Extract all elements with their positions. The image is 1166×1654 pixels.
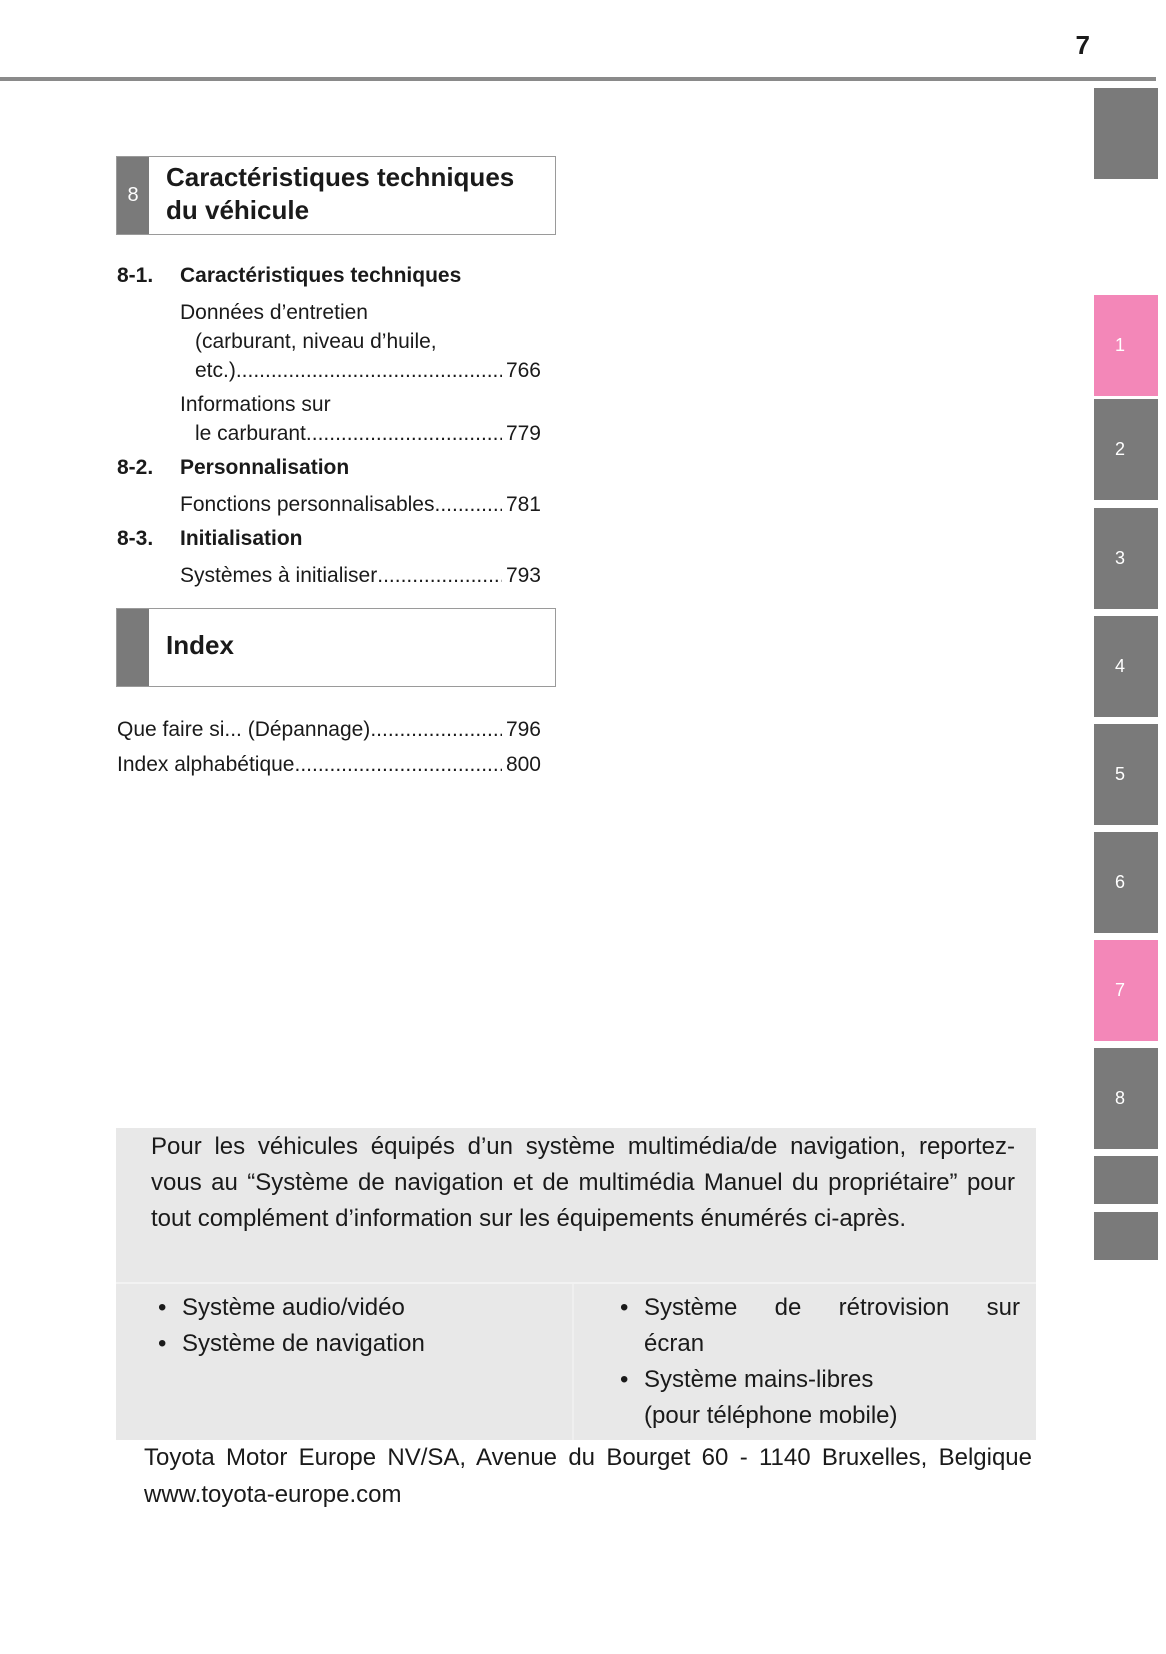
chapter-title <box>166 161 514 227</box>
bullet-icon: • <box>620 1366 629 1393</box>
bullet-text: Système de navigation <box>182 1330 425 1357</box>
index-title: Index <box>166 630 234 660</box>
section-number: 8-2. <box>117 456 154 479</box>
page-ref: 781 <box>505 493 541 516</box>
side-tab-extra-1[interactable] <box>1094 1156 1158 1204</box>
page-ref: 800 <box>505 753 541 776</box>
section-number: 8-3. <box>117 527 154 550</box>
index-header <box>116 608 556 687</box>
toc-entry-line[interactable]: Données d’entretien <box>180 301 368 324</box>
side-tab-3[interactable] <box>1094 508 1158 609</box>
bullet-item <box>620 1362 1020 1434</box>
bullet-text-line: Système de rétrovision sur <box>644 1294 1020 1321</box>
side-tab-8[interactable] <box>1094 1048 1158 1149</box>
side-tab-2[interactable] <box>1094 399 1158 500</box>
chapter-8-header <box>116 156 556 235</box>
bullet-text <box>644 1290 1020 1362</box>
chapter-number: 8 <box>127 184 139 206</box>
bullet-icon: • <box>620 1294 629 1321</box>
index-entry[interactable] <box>117 715 541 744</box>
side-tab-label: 1 <box>1115 335 1126 355</box>
page-number: 7 <box>1075 30 1090 60</box>
note-text: Pour les véhicules équipés d’un système multimédia/de navigation, reportez-vous au “Système de navigation et de multimédia Manuel du propriétaire” pour tout complément d’information sur les équipements énumérés ci-après. <box>151 1133 1015 1232</box>
side-tab-label: 8 <box>1115 1088 1126 1108</box>
toc-entry-line[interactable]: (carburant, niveau d’huile, <box>195 330 437 353</box>
toc-entry-line: Fonctions personnalisables <box>180 493 435 516</box>
section-number: 8-1. <box>117 264 154 287</box>
section-title[interactable]: Personnalisation <box>180 456 350 479</box>
bullet-text-line: écran <box>644 1330 705 1357</box>
note-divider <box>116 1282 1036 1284</box>
side-tab-5[interactable] <box>1094 724 1158 825</box>
dot-leader <box>306 419 502 448</box>
toc-entry-leader[interactable] <box>195 419 541 448</box>
toc-entry-line: etc.) <box>195 359 236 382</box>
bullet-text: Système audio/vidéo <box>182 1294 405 1321</box>
page-ref: 779 <box>505 422 541 445</box>
side-tab-4[interactable] <box>1094 616 1158 717</box>
page-ref: 766 <box>505 359 541 382</box>
chapter-title-line-2: du véhicule <box>166 195 310 225</box>
toc-entry-leader[interactable] <box>180 561 541 590</box>
bullet-item <box>158 1290 558 1326</box>
page-ref: 793 <box>505 564 541 587</box>
section-title[interactable]: Initialisation <box>180 527 303 550</box>
note-column-divider <box>572 1284 574 1440</box>
toc-entry-line[interactable]: Informations sur <box>180 393 331 416</box>
bullet-item <box>158 1326 558 1362</box>
index-bar <box>117 609 149 686</box>
side-tab-7[interactable] <box>1094 940 1158 1041</box>
chapter-number-bar <box>117 157 149 234</box>
dot-leader <box>370 715 502 744</box>
side-tab-label: 3 <box>1115 548 1126 568</box>
side-tab-label: 2 <box>1115 439 1126 459</box>
side-tab-6[interactable] <box>1094 832 1158 933</box>
page-ref: 796 <box>505 718 541 741</box>
side-tab-1[interactable] <box>1094 295 1158 396</box>
bullet-icon: • <box>158 1330 167 1357</box>
dot-leader <box>236 356 502 385</box>
header-rule <box>0 77 1156 81</box>
bullet-item <box>620 1290 1020 1362</box>
bullet-icon: • <box>158 1294 167 1321</box>
bullet-text-line: Système mains-libres <box>644 1366 874 1393</box>
toc-entry-leader[interactable] <box>180 490 541 519</box>
publisher-address: Toyota Motor Europe NV/SA, Avenue du Bourget 60 - 1140 Bruxelles, Belgique www.toyota-europe.com <box>144 1444 1032 1508</box>
index-entry-label: Que faire si... (Dépannage) <box>117 718 371 741</box>
side-tab-label: 6 <box>1115 872 1126 892</box>
side-tab-label: 5 <box>1115 764 1126 784</box>
chapter-title-line-1: Caractéristiques techniques <box>166 162 515 192</box>
bullet-text-line: (pour téléphone mobile) <box>644 1402 898 1429</box>
section-title[interactable]: Caractéristiques techniques <box>180 264 462 287</box>
bullet-text <box>644 1362 1020 1434</box>
dot-leader <box>434 490 501 519</box>
side-tab-label: 7 <box>1115 980 1126 1000</box>
side-tab-top[interactable] <box>1094 88 1158 179</box>
side-tab-label: 4 <box>1115 656 1126 676</box>
toc-entry-line: le carburant <box>195 422 306 445</box>
toc-entry-leader[interactable] <box>195 356 541 385</box>
index-entry-label: Index alphabétique <box>117 753 295 776</box>
toc-entry-line: Systèmes à initialiser <box>180 564 378 587</box>
index-entry[interactable] <box>117 750 541 779</box>
dot-leader <box>295 750 502 779</box>
side-tab-extra-2[interactable] <box>1094 1212 1158 1260</box>
dot-leader <box>377 561 502 590</box>
